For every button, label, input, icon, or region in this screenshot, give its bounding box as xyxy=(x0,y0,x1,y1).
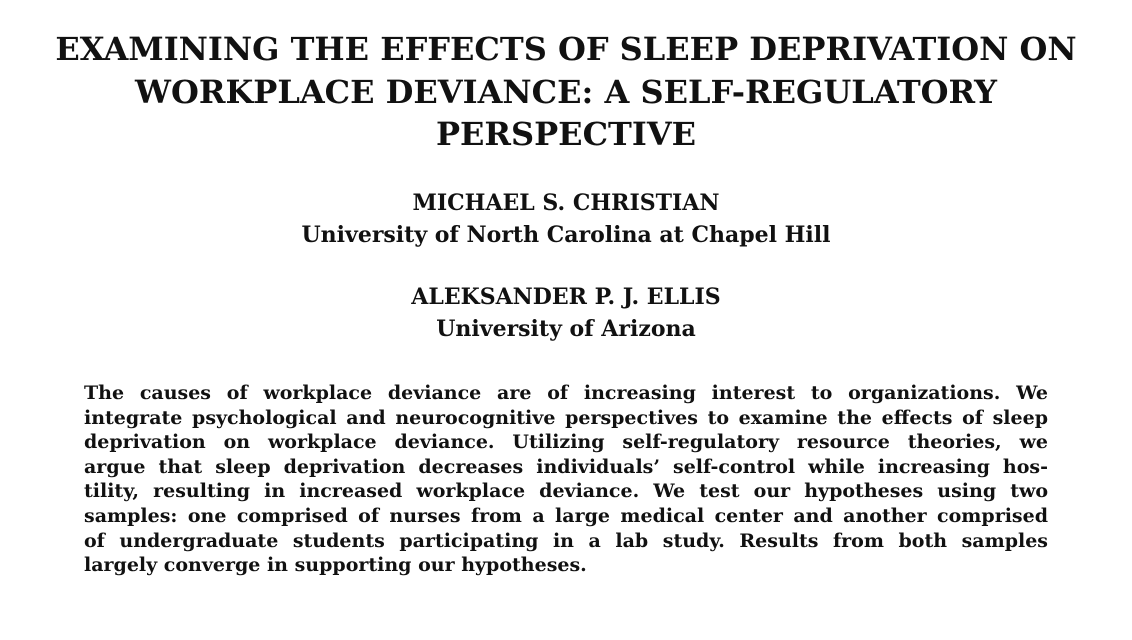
author-1-name: MICHAEL S. CHRISTIAN xyxy=(412,190,720,216)
abstract-line: deprivation on workplace deviance. Utilizing self-regulatory resource theories, we xyxy=(84,431,1048,454)
paper-title-line-2: WORKPLACE DEVIANCE: A SELF-REGULATORY xyxy=(135,73,997,111)
abstract-line: argue that sleep deprivation decreases individuals’ self-control while increasing hos- xyxy=(84,455,1048,478)
abstract-line: of undergraduate students participating in a lab study. Results from both samples xyxy=(84,529,1048,552)
abstract-line: tility, resulting in increased workplace deviance. We test our hypotheses using two xyxy=(84,480,1048,503)
author-2-name: ALEKSANDER P. J. ELLIS xyxy=(411,284,721,310)
author-2-affiliation: University of Arizona xyxy=(436,316,696,342)
paper-title-line-1: EXAMINING THE EFFECTS OF SLEEP DEPRIVATION ON xyxy=(55,30,1077,68)
abstract-line: integrate psychological and neurocognitive perspectives to examine the effects of sleep xyxy=(84,406,1048,429)
author-1-affiliation: University of North Carolina at Chapel Hill xyxy=(301,222,831,248)
abstract xyxy=(84,381,1048,578)
abstract-line: samples: one comprised of nurses from a large medical center and another comprised xyxy=(84,504,1048,527)
paper-title-line-3: PERSPECTIVE xyxy=(435,115,697,153)
abstract-line: The causes of workplace deviance are of increasing interest to organizations. We xyxy=(84,382,1048,404)
abstract-line: largely converge in supporting our hypotheses. xyxy=(84,554,587,577)
